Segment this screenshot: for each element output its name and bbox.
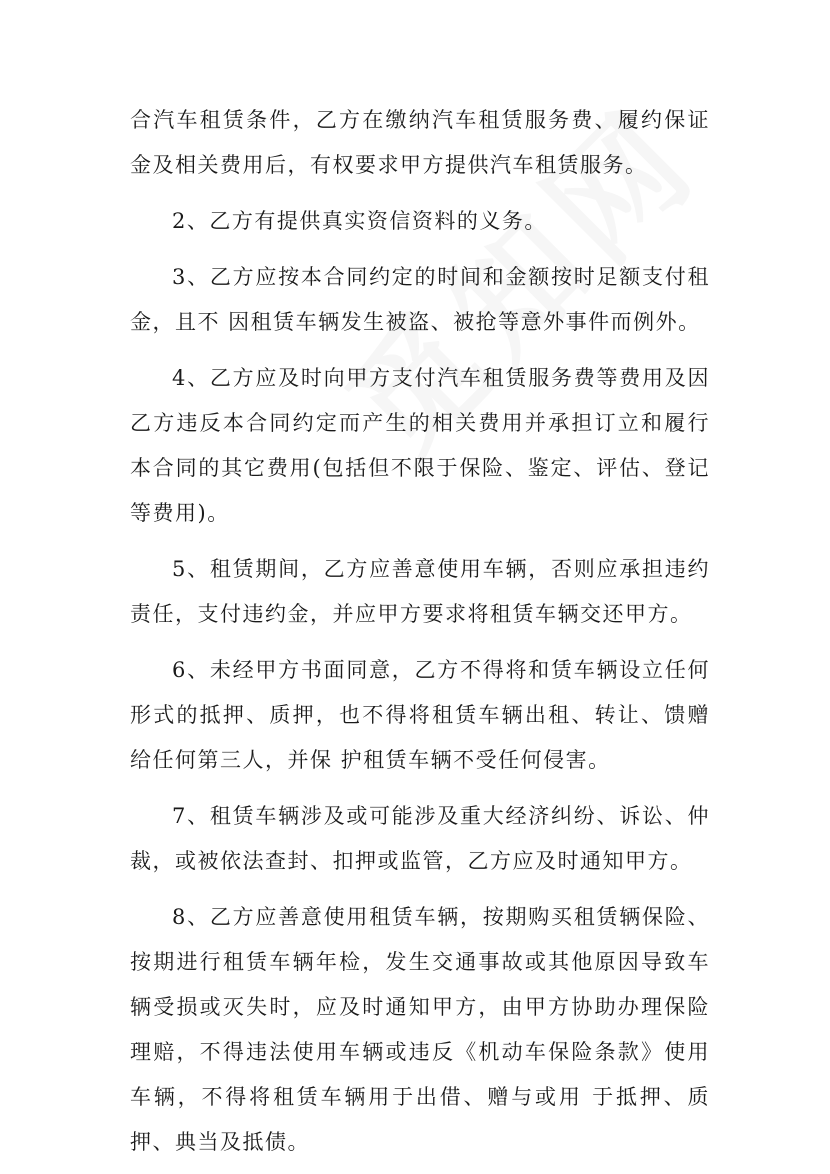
- paragraph-clause-2: 2、乙方有提供真实资信资料的义务。: [172, 209, 547, 233]
- paragraph-clause-8: 8、乙方应善意使用租赁车辆，按期购买租赁辆保险、按期进行租赁车辆年检，发生交通事故或其他原因导致车辆受损或灭失时，应及时通知甲方，由甲方协助办理保险理赔，不得违法使用车辆或违反《机动车保险条款》使用车辆，不得将租赁车辆用于出借、赠与或用 于抵押、质押、典当及抵债。: [130, 905, 710, 1154]
- paragraph-continuation: 合汽车租赁条件，乙方在缴纳汽车租赁服务费、履约保证金及相关费用后，有权要求甲方提供汽车租赁服务。: [130, 108, 710, 177]
- paragraph-clause-7: 7、租赁车辆涉及或可能涉及重大经济纠纷、诉讼、仲裁，或被依法查封、扣押或监管，乙方应及时通知甲方。: [130, 804, 710, 873]
- document-body: [130, 98, 710, 1174]
- paragraph-clause-3: 3、乙方应按本合同约定的时间和金额按时足额支付租金，且不 因租赁车辆发生被盗、被抢等意外事件而例外。: [130, 265, 710, 334]
- paragraph-clause-4: 4、乙方应及时向甲方支付汽车租赁服务费等费用及因乙方违反本合同约定而产生的相关费用并承担订立和履行本合同的其它费用(包括但不限于保险、鉴定、评估、登记等费用)。: [130, 366, 710, 525]
- paragraph-clause-5: 5、租赁期间，乙方应善意使用车辆，否则应承担违约责任，支付违约金，并应甲方要求将租赁车辆交还甲方。: [130, 557, 710, 626]
- paragraph-clause-6: 6、未经甲方书面同意，乙方不得将和赁车辆设立任何形式的抵押、质押，也不得将租赁车辆出租、转让、馈赠给任何第三人，并保 护租赁车辆不受任何侵害。: [130, 658, 710, 772]
